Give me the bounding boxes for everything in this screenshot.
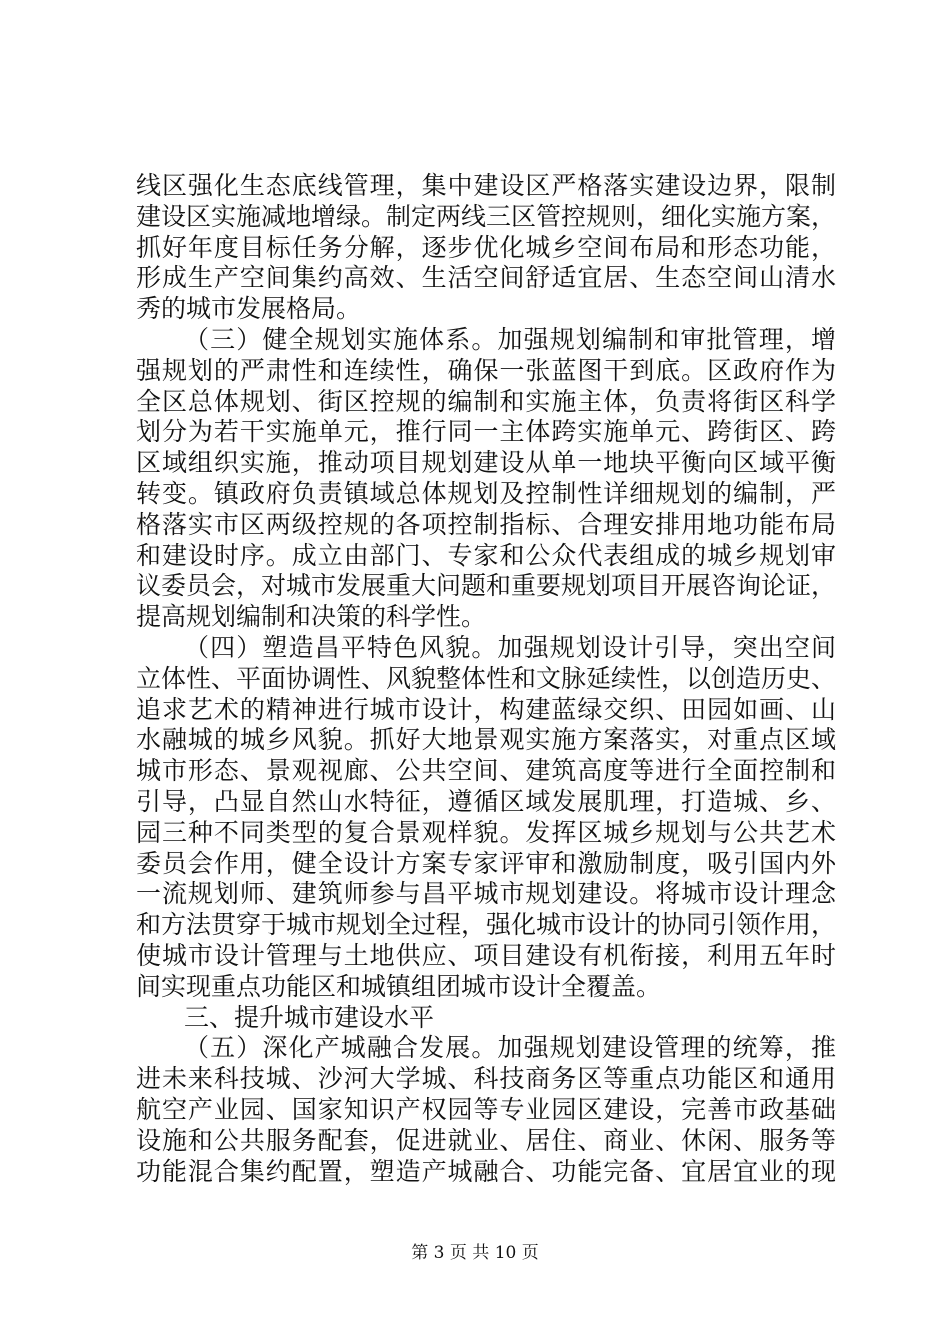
text-line: 引导，凸显自然山水特征，遵循区域发展肌理，打造城、乡、 xyxy=(136,786,836,816)
text-line: 间实现重点功能区和城镇组团城市设计全覆盖。 xyxy=(136,971,662,1001)
text-line: 转变。镇政府负责镇域总体规划及控制性详细规划的编制，严 xyxy=(136,478,836,508)
text-line: 提高规划编制和决策的科学性。 xyxy=(136,602,487,632)
text-line: 水融城的城乡风貌。抓好大地景观实施方案落实，对重点区域 xyxy=(136,725,836,755)
text-line: 和建设时序。成立由部门、专家和公众代表组成的城乡规划审 xyxy=(136,540,836,570)
text-line: 建设区实施减地增绿。制定两线三区管控规则，细化实施方案， xyxy=(136,201,837,231)
text-line: 形成生产空间集约高效、生活空间舒适宜居、生态空间山清水 xyxy=(136,263,836,293)
text-line: 抓好年度目标任务分解，逐步优化城乡空间布局和形态功能， xyxy=(136,232,836,262)
text-line: 区域组织实施，推动项目规划建设从单一地块平衡向区域平衡 xyxy=(136,448,836,478)
text-line: 航空产业园、国家知识产权园等专业园区建设，完善市政基础 xyxy=(136,1094,836,1124)
text-line: （四）塑造昌平特色风貌。加强规划设计引导，突出空间 xyxy=(184,632,836,662)
text-line: 进未来科技城、沙河大学城、科技商务区等重点功能区和通用 xyxy=(136,1064,836,1094)
text-line: 一流规划师、建筑师参与昌平城市规划建设。将城市设计理念 xyxy=(136,879,836,909)
text-line: （五）深化产城融合发展。加强规划建设管理的统筹，推 xyxy=(184,1033,836,1063)
text-line: 设施和公共服务配套，促进就业、居住、商业、休闲、服务等 xyxy=(136,1125,836,1155)
text-line: 委员会作用，健全设计方案专家评审和激励制度，吸引国内外 xyxy=(136,848,836,878)
text-line: 使城市设计管理与土地供应、项目建设有机衔接，利用五年时 xyxy=(136,940,836,970)
text-line: 追求艺术的精神进行城市设计，构建蓝绿交织、田园如画、山 xyxy=(136,694,836,724)
text-line: （三）健全规划实施体系。加强规划编制和审批管理，增 xyxy=(184,324,836,354)
text-line: 和方法贯穿于城市规划全过程，强化城市设计的协同引领作用， xyxy=(136,910,837,940)
text-line: 议委员会，对城市发展重大问题和重要规划项目开展咨询论证， xyxy=(136,571,837,601)
text-line: 立体性、平面协调性、风貌整体性和文脉延续性，以创造历史、 xyxy=(136,663,837,693)
text-line: 线区强化生态底线管理，集中建设区严格落实建设边界，限制 xyxy=(136,171,836,200)
text-line: 强规划的严肃性和连续性，确保一张蓝图干到底。区政府作为 xyxy=(136,355,836,385)
text-line: 功能混合集约配置，塑造产城融合、功能完备、宜居宜业的现 xyxy=(136,1156,836,1186)
document-body xyxy=(136,171,836,1187)
text-line: 园三种不同类型的复合景观样貌。发挥区城乡规划与公共艺术 xyxy=(136,817,836,847)
text-line: 城市形态、景观视廊、公共空间、建筑高度等进行全面控制和 xyxy=(136,756,836,786)
text-line: 格落实市区两级控规的各项控制指标、合理安排用地功能布局 xyxy=(136,509,836,539)
text-line: 全区总体规划、街区控规的编制和实施主体，负责将街区科学 xyxy=(136,386,836,416)
text-line: 三、提升城市建设水平 xyxy=(184,1002,435,1032)
text-line: 秀的城市发展格局。 xyxy=(136,294,362,324)
page-footer: 第 3 页 共 10 页 xyxy=(411,1243,539,1263)
text-line: 划分为若干实施单元，推行同一主体跨实施单元、跨街区、跨 xyxy=(136,417,836,447)
